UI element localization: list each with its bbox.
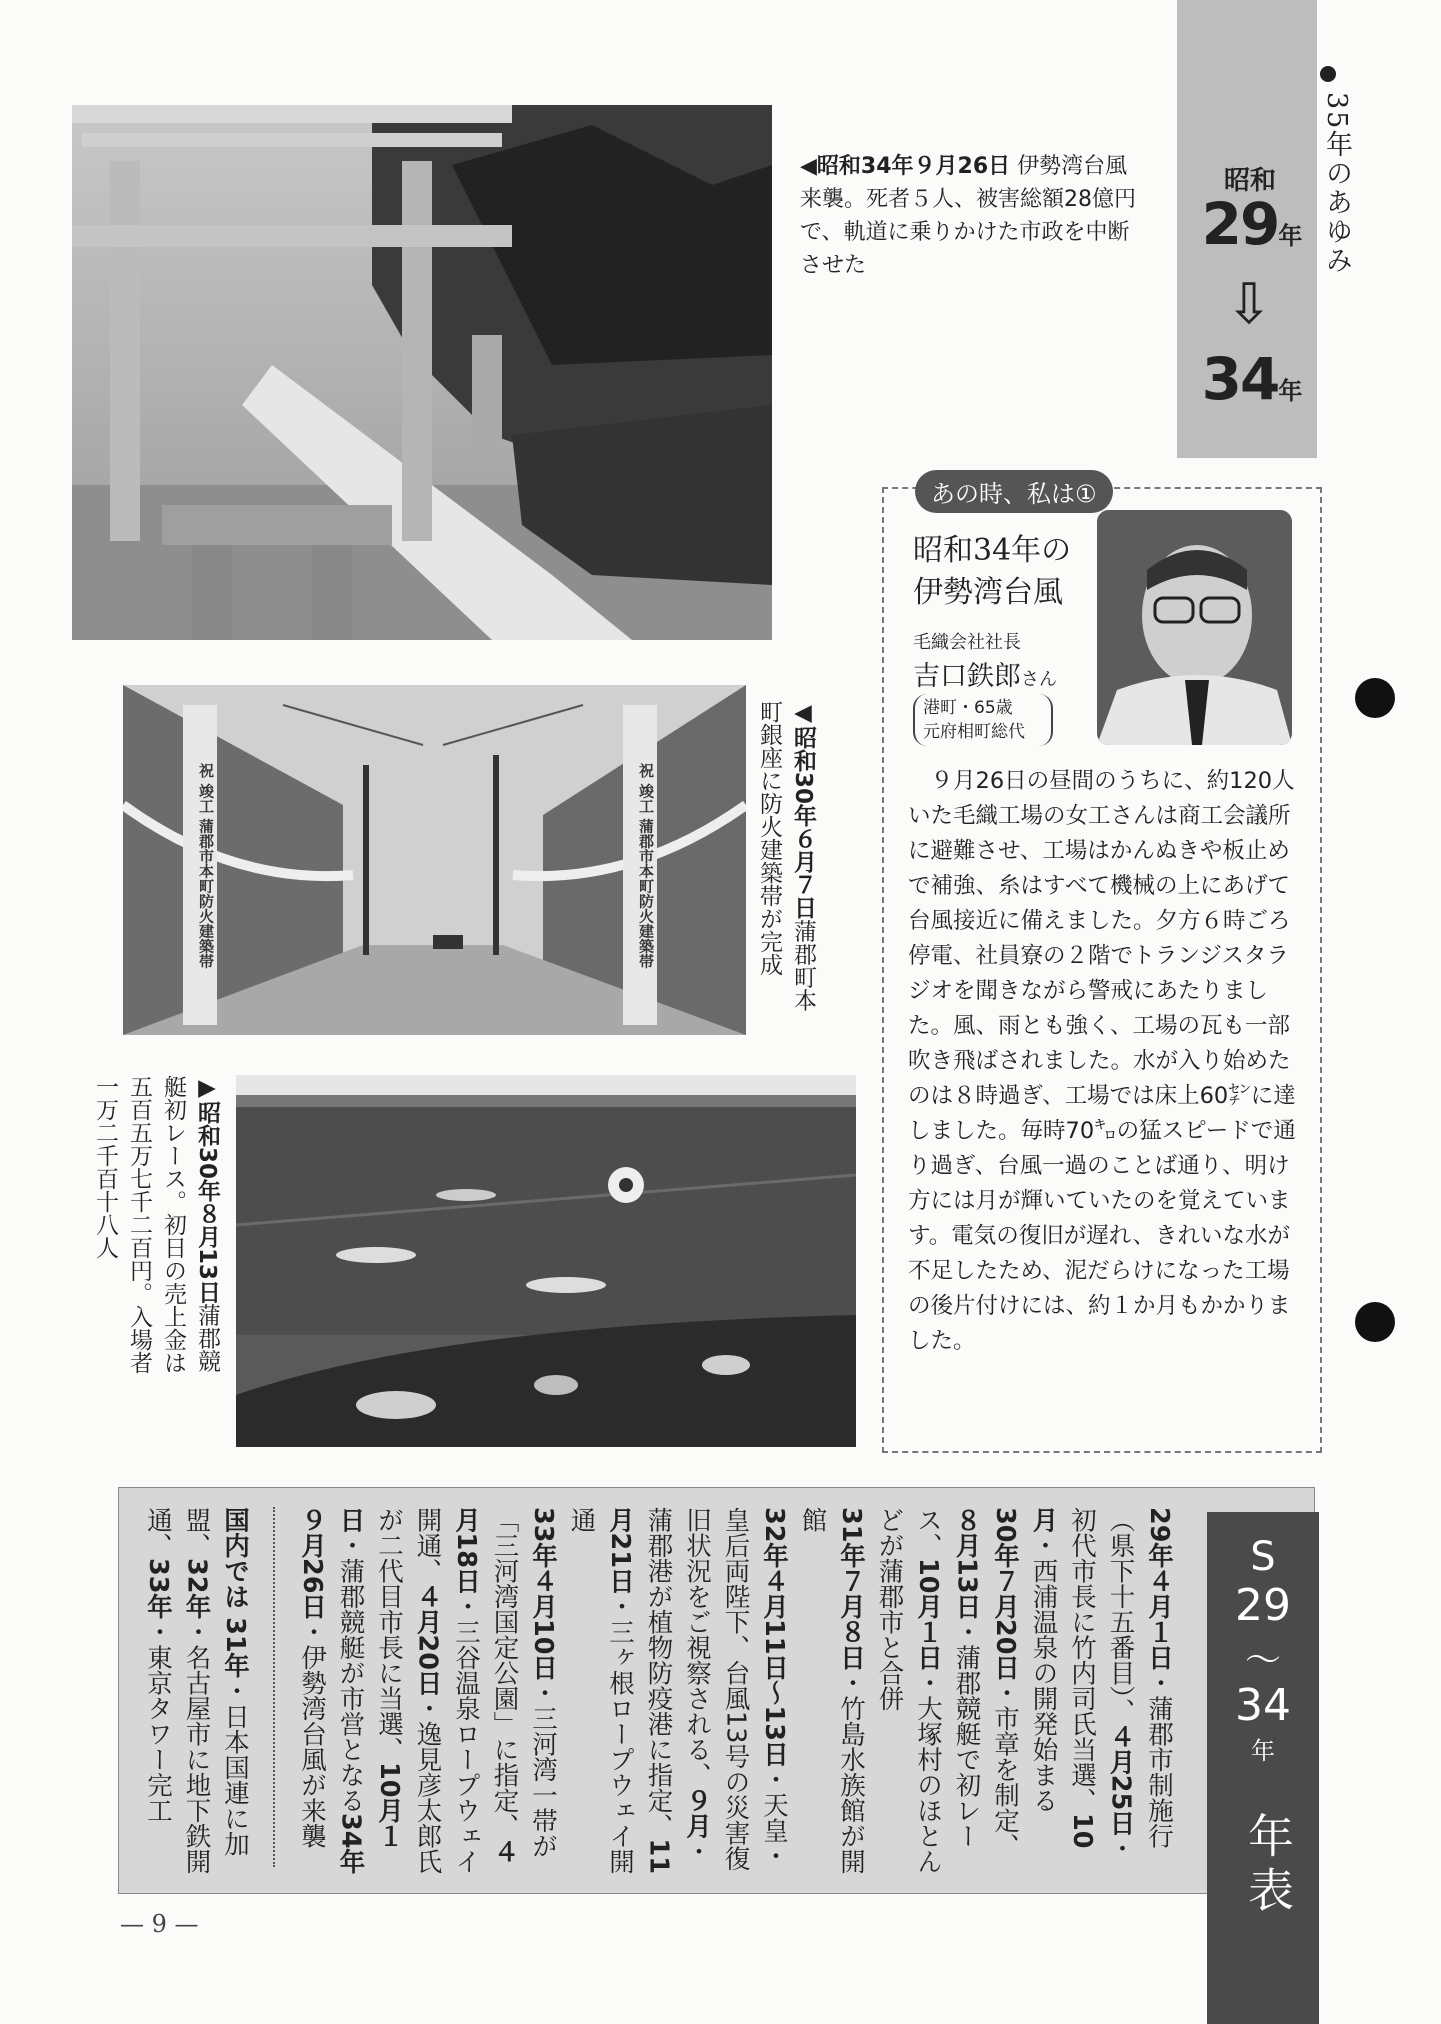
from-year: 29年	[1201, 190, 1303, 258]
banner-right: 祝 竣工 蒲郡市本町防火建築帯	[637, 763, 655, 969]
interviewee-detail1: 港町・65歳	[923, 698, 1013, 718]
binder-hole-icon	[1355, 678, 1395, 718]
interview-title	[913, 530, 1071, 614]
timeline-entry: 34年９月26日・伊勢湾台風が来襲	[297, 1507, 366, 1874]
timeline-tab-title: 年表	[1241, 1812, 1295, 1920]
interviewee-name-line	[913, 654, 1057, 693]
timeline-tab	[1207, 1512, 1319, 2024]
timeline-entry: 10月１日・大塚村のほとんどが蒲郡市と合併	[874, 1507, 943, 1874]
photo1-caption-text: 伊勢湾台風来襲。死者５人、被害総額28億円で、軌道に乗りかけた市政を中断させた	[800, 154, 1136, 278]
photo2-caption-text: 蒲郡町本町銀座に防火建築帯が完成	[756, 700, 816, 1012]
national-entry: 33年・東京タワー完工	[143, 1558, 173, 1823]
timeline-tab-to-line	[1207, 1680, 1319, 1766]
timeline-entry: ８月13日・蒲郡競艇で初レース、	[913, 1507, 982, 1849]
photo2-caption-date: ◀昭和30年６月７日	[790, 700, 816, 920]
timeline-entry: 10月１日・蒲郡競艇が市営となる	[335, 1507, 404, 1849]
timeline-tab-unit: 年	[1251, 1737, 1275, 1765]
photo3-caption-date: ▶昭和30年８月13日	[194, 1075, 220, 1304]
timeline-tab-to: 34	[1235, 1680, 1291, 1731]
photo1-caption	[800, 150, 1140, 282]
typhoon-torii-photo	[72, 105, 772, 640]
timeline-national: 国内では 31年・日本国連に加盟、32年・名古屋市に地下鉄開通、33年・東京タワー完工	[143, 1507, 250, 1874]
bullet-icon	[1320, 66, 1336, 82]
timeline-entry: 10月・西浦温泉の開発始まる	[1028, 1507, 1097, 1849]
national-entry: 31年・日本国連に加盟、	[181, 1507, 250, 1857]
timeline-entry: ９月・蒲郡港が植物防疫港に指定、	[643, 1507, 712, 1864]
interviewee-name: 吉口鉄郎	[913, 661, 1021, 692]
interview-label: あの時、私は①	[915, 470, 1113, 513]
timeline-divider	[273, 1507, 275, 1867]
timeline-entry: 11月21日・三ヶ根ロープウェイ開通	[566, 1507, 674, 1874]
timeline-entry: ４月18日・三谷温泉ロープウェイ開通、	[412, 1507, 520, 1874]
to-year: 34年	[1201, 345, 1303, 413]
timeline-tab-from: 29	[1235, 1580, 1291, 1631]
interview-title-line1: 昭和34年の	[913, 533, 1072, 568]
era-label: 昭和	[1223, 166, 1276, 196]
era-side-tab	[1177, 0, 1317, 458]
national-entry: 32年・名古屋市に地下鉄開通、	[143, 1507, 212, 1874]
timeline-tab-prefix: S	[1250, 1534, 1276, 1580]
down-arrow-icon: ⇩	[1225, 272, 1273, 337]
photo3-caption	[88, 1075, 224, 1375]
timeline-entry: 32年４月11日〜13日・天皇・皇后両陛下、台風13号の災害復旧状況をご視察される、	[682, 1507, 789, 1871]
timeline-entry: ４月20日・逸見彦太郎氏が二代目市長に当選、	[374, 1507, 443, 1874]
timeline-entry: 29年４月１日・蒲郡市制施行（県下十五番目）、	[1105, 1507, 1174, 1849]
interview-body: ９月26日の昼間のうちに、約120人いた毛織工場の女工さんは商工会議所に避難させ、工場はかんぬきや板止めで補強、糸はすべて機械の上にあげて台風接近に備えました。夕方６時ごろ停電、社員寮の２階でトランジスタラジオを聞きながら警戒にあたりました。風、雨とも強く、工場の瓦も一部吹き飛ばされました。水が入り始めたのは８時過ぎ、工場では床上60㌢に達しました。毎時70㌔の猛スピードで通り過ぎ、台風一過のことば通り、明け方には月が輝いていたのを覚えています。電気の復旧が遅れ、きれいな水が不足したため、泥だらけになった工場の後片付けには、約１か月もかかりました。	[908, 768, 1296, 1354]
timeline-text	[128, 1507, 1178, 1877]
interviewee-portrait	[1097, 510, 1292, 745]
timeline-tab-tilde: 〜	[1244, 1640, 1281, 1681]
photo2-caption	[752, 700, 820, 1030]
interviewee-role: 毛織会社社長	[913, 632, 1021, 653]
timeline-entry: 31年７月８日・竹島水族館が開館	[797, 1507, 866, 1874]
timeline-entry: ４月25日・初代市長に竹内司氏当選、	[1067, 1507, 1136, 1862]
banner-left: 祝 竣工 蒲郡市本町防火建築帯	[197, 763, 215, 969]
timeline-entry: 33年４月10日・三河湾一帯が「三河湾国定公園」に指定、	[489, 1507, 558, 1859]
interviewee-details	[913, 694, 1053, 746]
photo3-caption-text: 蒲郡競艇初レース。初日の売上金は五百五万七千二百円。入場者一万二千百十八人	[92, 1075, 220, 1374]
interview-title-line2: 伊勢湾台風	[913, 575, 1063, 610]
series-title: 35年のあゆみ	[1321, 92, 1352, 276]
timeline-entry: 30年７月20日・市章を制定、	[990, 1507, 1020, 1859]
timeline-entries	[297, 1507, 1174, 1874]
binder-hole-icon	[1355, 1302, 1395, 1342]
honmachi-street-photo	[123, 685, 746, 1035]
boat-race-photo	[236, 1075, 856, 1447]
interviewee-detail2: 元府相町総代	[923, 722, 1025, 742]
photo1-caption-date: ◀昭和34年９月26日	[800, 154, 1011, 179]
page-number: — 9 —	[120, 1910, 199, 1938]
interviewee-honorific: さん	[1021, 669, 1057, 690]
